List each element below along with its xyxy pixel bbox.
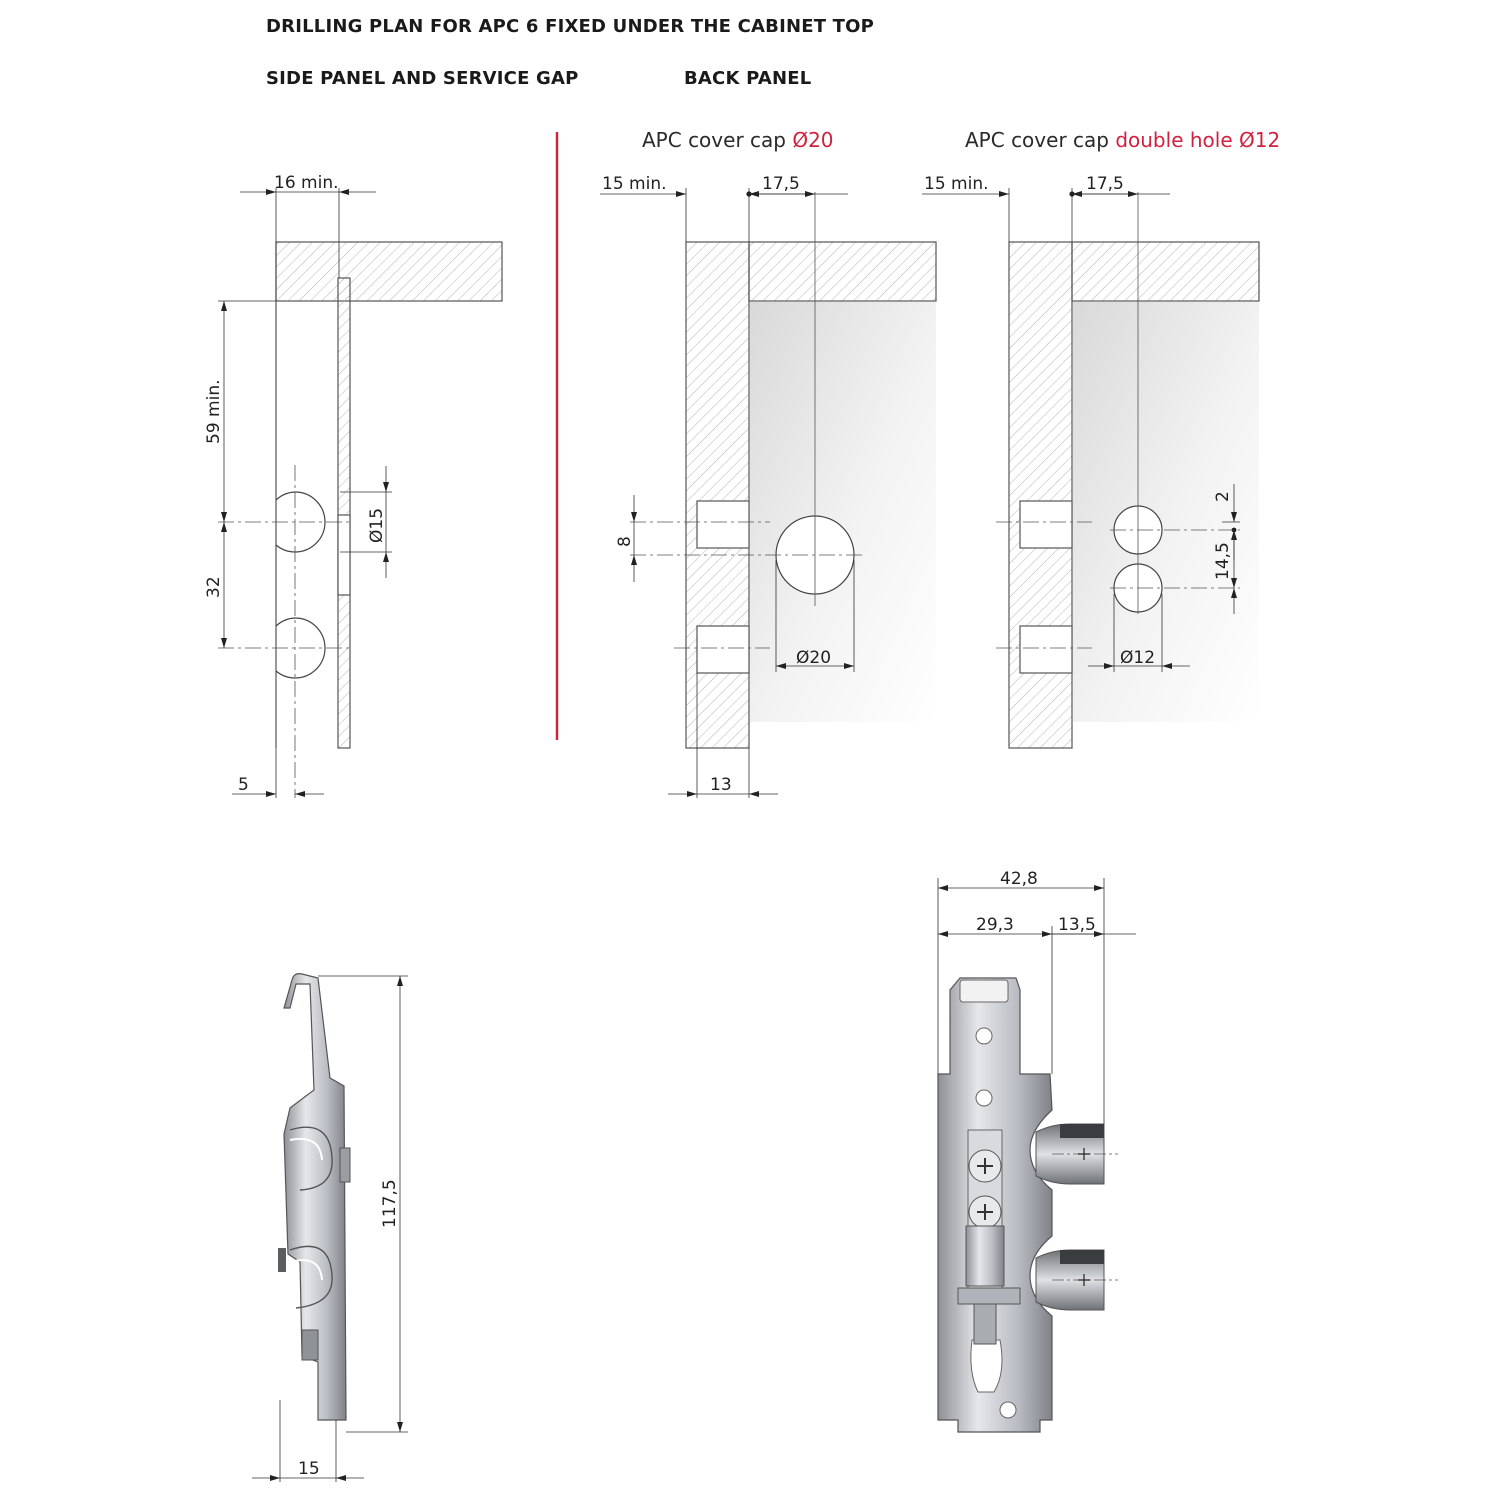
cover-cap-20-size: Ø20 [792,128,834,152]
dim-2: 2 [1213,491,1233,502]
side-panel-view [218,242,502,798]
dim-16-min: 16 min. [274,173,339,193]
dim-15-min-a: 15 min. [602,174,667,194]
dim-14-5: 14,5 [1213,542,1233,580]
dim-diameter-20: Ø20 [796,648,832,668]
dim-13-5: 13,5 [1058,915,1096,935]
dim-8: 8 [615,536,635,547]
cover-cap-20-prefix: APC cover cap [642,128,793,152]
dim-5: 5 [238,775,249,795]
dim-diameter-15: Ø15 [367,507,387,543]
dim-diameter-12: Ø12 [1120,648,1156,668]
dim-29-3: 29,3 [976,915,1014,935]
dim-15-min-b: 15 min. [924,174,989,194]
dim-32: 32 [204,576,224,598]
apc-fitting-side-view [278,974,350,1420]
dim-13: 13 [710,775,732,795]
dim-17-5-a: 17,5 [762,174,800,194]
back-panel-view-cap-20 [630,192,936,748]
cover-cap-12-size: double hole Ø12 [1115,128,1281,152]
cabinet-top-section [276,242,502,301]
dim-17-5-b: 17,5 [1086,174,1124,194]
drill-hole-lower [697,626,749,673]
apc-fitting-front-view [938,978,1118,1432]
side-panel-section [338,278,350,748]
drill-hole-lower-b [1020,626,1072,673]
dim-117-5: 117,5 [380,1179,400,1228]
drill-hole-upper [697,501,749,548]
back-panel-heading: BACK PANEL [684,68,812,89]
drill-hole-upper-b [1020,501,1072,548]
dim-59-min: 59 min. [204,379,224,444]
cover-cap-12-prefix: APC cover cap [965,128,1116,152]
dim-15-product: 15 [298,1459,320,1479]
dim-42-8: 42,8 [1000,869,1038,889]
drawing-title: DRILLING PLAN FOR APC 6 FIXED UNDER THE CABINET TOP [266,16,875,37]
side-panel-heading: SIDE PANEL AND SERVICE GAP [266,68,579,89]
